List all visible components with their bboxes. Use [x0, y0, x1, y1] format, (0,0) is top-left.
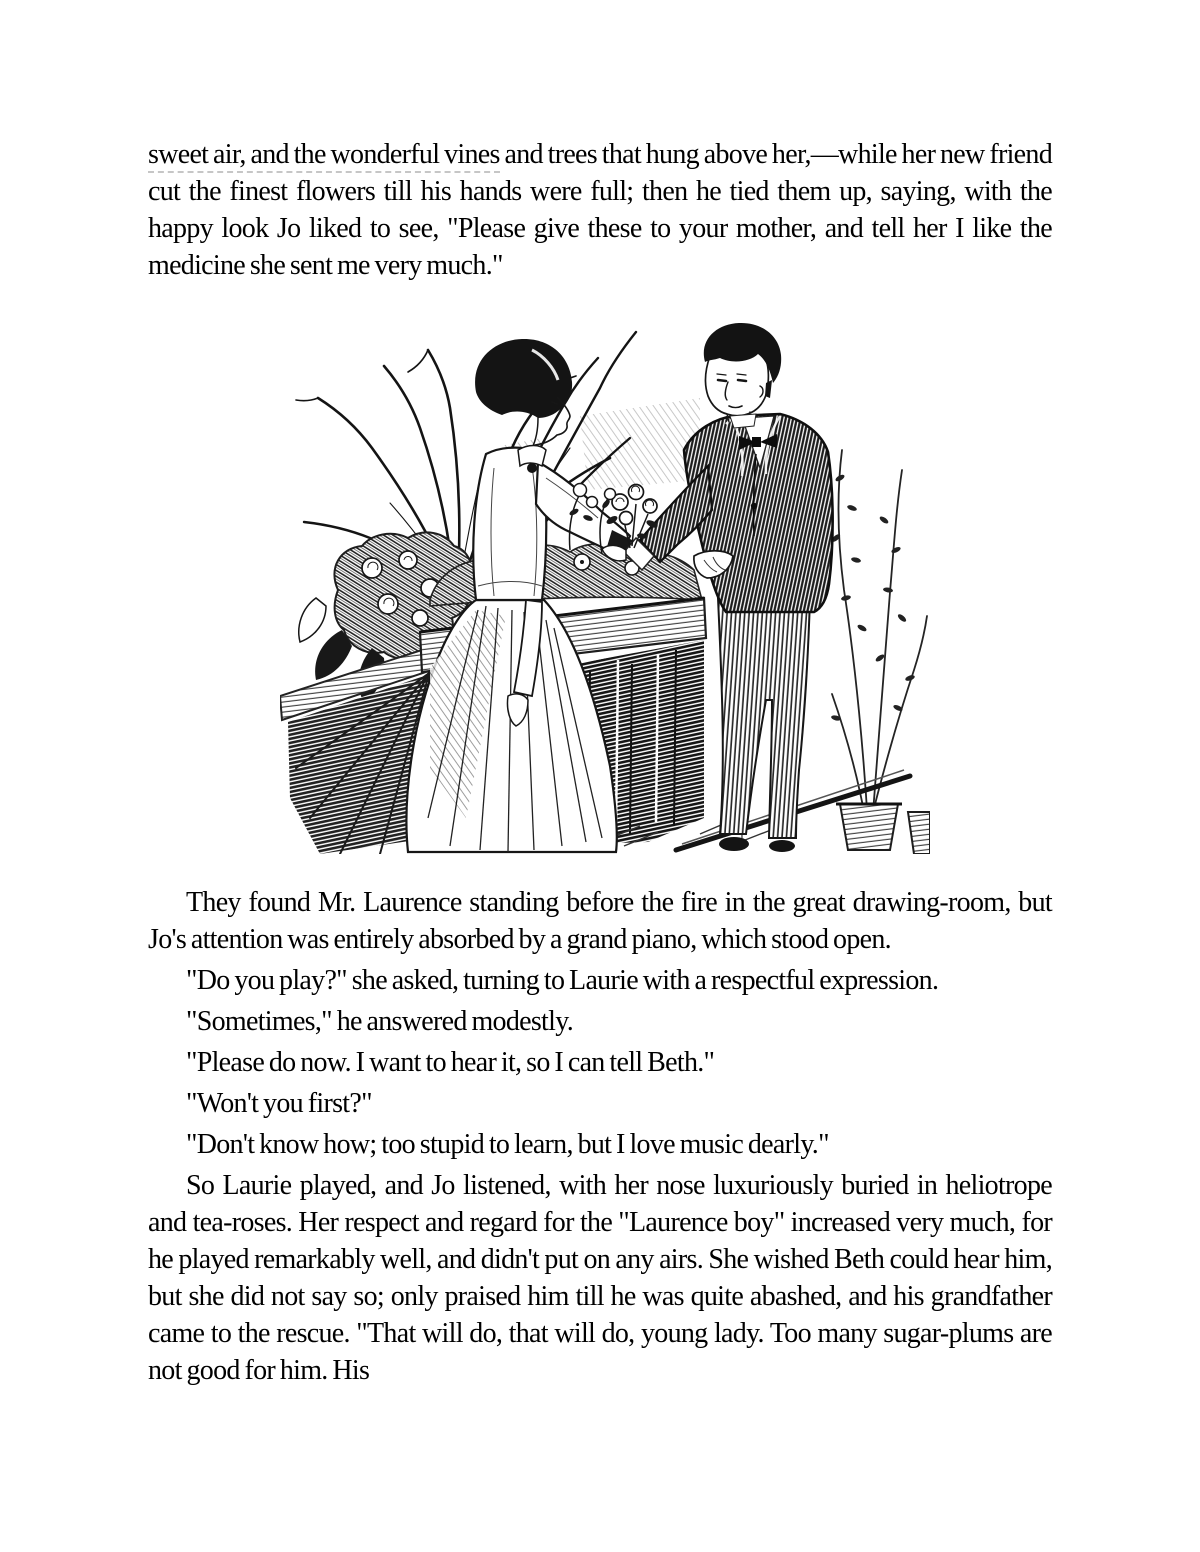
- paragraph: They found Mr. Laurence standing before the fire in the great drawing-room, but Jo's attention was entirely absorbed by a grand piano, which stood open.: [148, 887, 1052, 955]
- paragraph-text: and trees that hung above her,—while her new friend cut the finest flowers till his hands were full; then he tied them up, saying, with the happy look Jo liked to see, "Please give these to your mother, and tell her I like the medicine she sent me very much.": [148, 139, 1053, 281]
- illustration-figure: [280, 298, 930, 854]
- dotted-underline-text: sweet air, and the wonderful vines: [148, 139, 500, 173]
- dialogue-line: "Don't know how; too stupid to learn, but I love music dearly.": [186, 1129, 829, 1160]
- flower-pot: [840, 804, 898, 850]
- paragraph: So Laurie played, and Jo listened, with her nose luxuriously buried in heliotrope and tea-roses. Her respect and regard for the "Laurence boy" increased very much, for he played remarkably well, and didn't put on any airs. She wished Beth could hear him, but she did not say so; only praised him till he was quite abashed, and his grandfather came to the rescue. "That will do, that will do, young lady. Too many sugar-plums are not good for him. His: [148, 1170, 1052, 1386]
- dialogue-line: "Won't you first?": [186, 1088, 372, 1119]
- greenhouse-engraving-illustration: [280, 298, 930, 854]
- dialogue-line: "Sometimes," he answered modestly.: [186, 1006, 573, 1037]
- paragraph-continuation: [148, 136, 1052, 284]
- dialogue-line: "Do you play?" she asked, turning to Laurie with a respectful expression.: [186, 965, 939, 996]
- flower-pot-partial: [908, 812, 930, 854]
- dialogue-line: "Please do now. I want to hear it, so I can tell Beth.": [186, 1047, 715, 1078]
